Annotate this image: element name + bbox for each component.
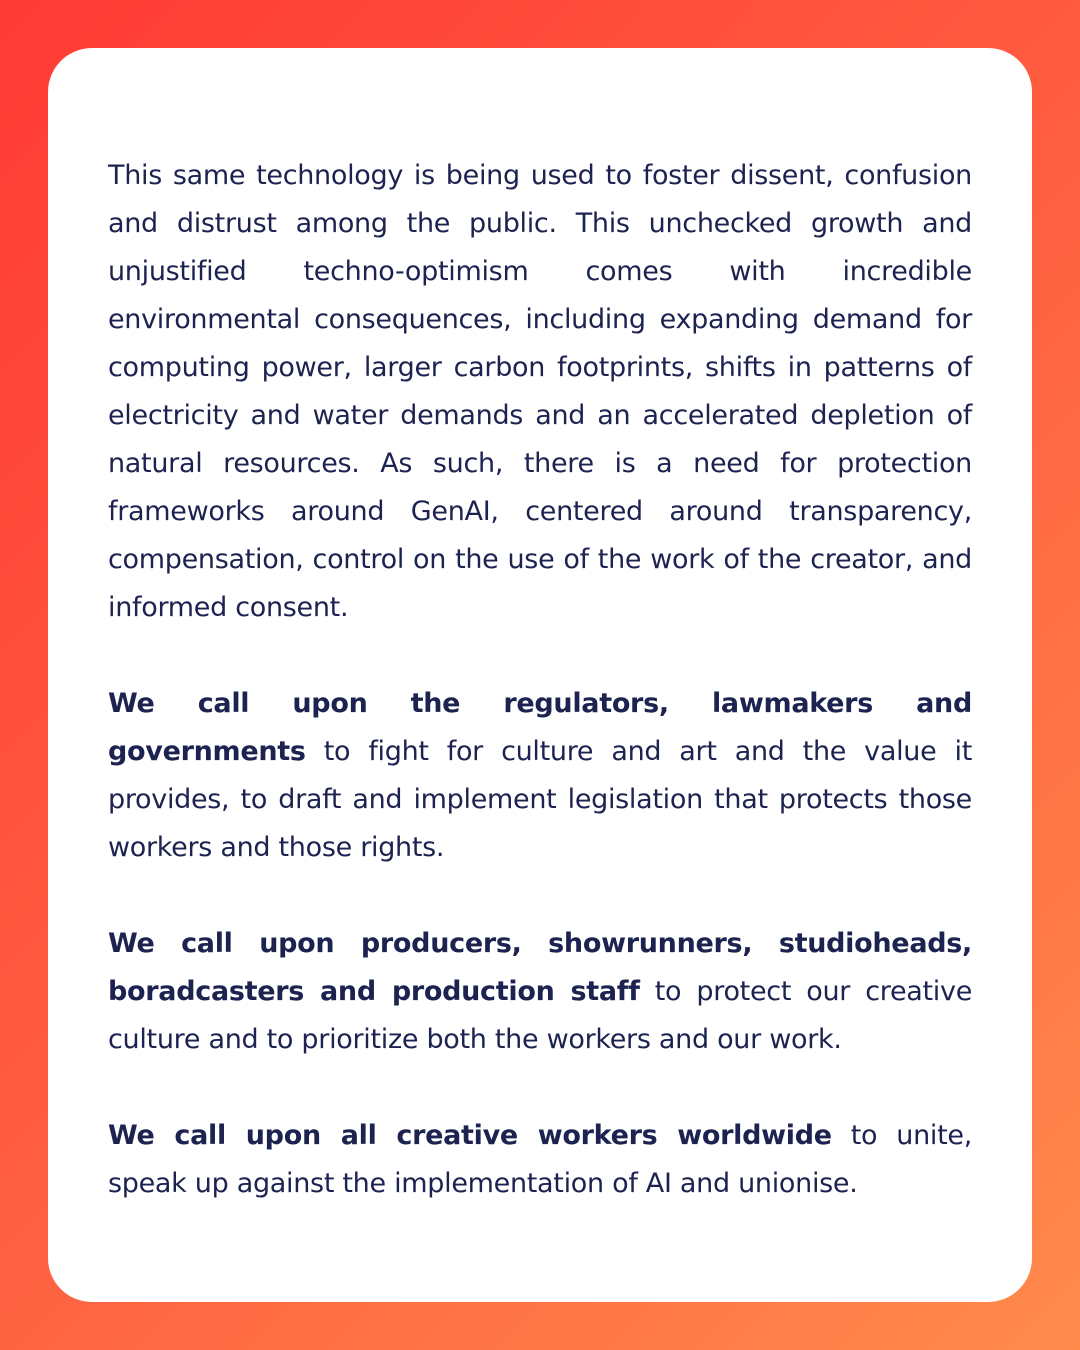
text-block bbox=[108, 152, 972, 1208]
call-producers-text: to protect our creative culture and to prioritize both the workers and our work. bbox=[108, 976, 972, 1055]
call-producers-bold: We call upon producers, showrunners, studioheads, boradcasters and production staff bbox=[108, 928, 972, 1007]
paragraph-call-regulators bbox=[108, 680, 972, 872]
paragraph-call-producers bbox=[108, 920, 972, 1064]
call-regulators-text: to fight for culture and art and the value it provides, to draft and implement legislation that protects those workers and those rights. bbox=[108, 736, 972, 863]
call-creative-workers-bold: We call upon all creative workers worldwide bbox=[108, 1120, 832, 1151]
paragraph-call-creative-workers bbox=[108, 1112, 972, 1208]
call-creative-workers-text: to unite, speak up against the implementation of AI and unionise. bbox=[108, 1120, 973, 1199]
paragraph-environmental-concerns: This same technology is being used to foster dissent, confusion and distrust among the public. This unchecked growth and unjustified techno-optimism comes with incredible environmental consequences, including expanding demand for computing power, larger carbon footprints, shifts in patterns of electricity and water demands and an accelerated depletion of natural resources. As such, there is a need for protection frameworks around GenAI, centered around transparency, compensation, control on the use of the work of the creator, and informed consent. bbox=[108, 160, 972, 623]
call-regulators-bold: We call upon the regulators, lawmakers and governments bbox=[108, 688, 972, 767]
content-card bbox=[48, 48, 1032, 1302]
